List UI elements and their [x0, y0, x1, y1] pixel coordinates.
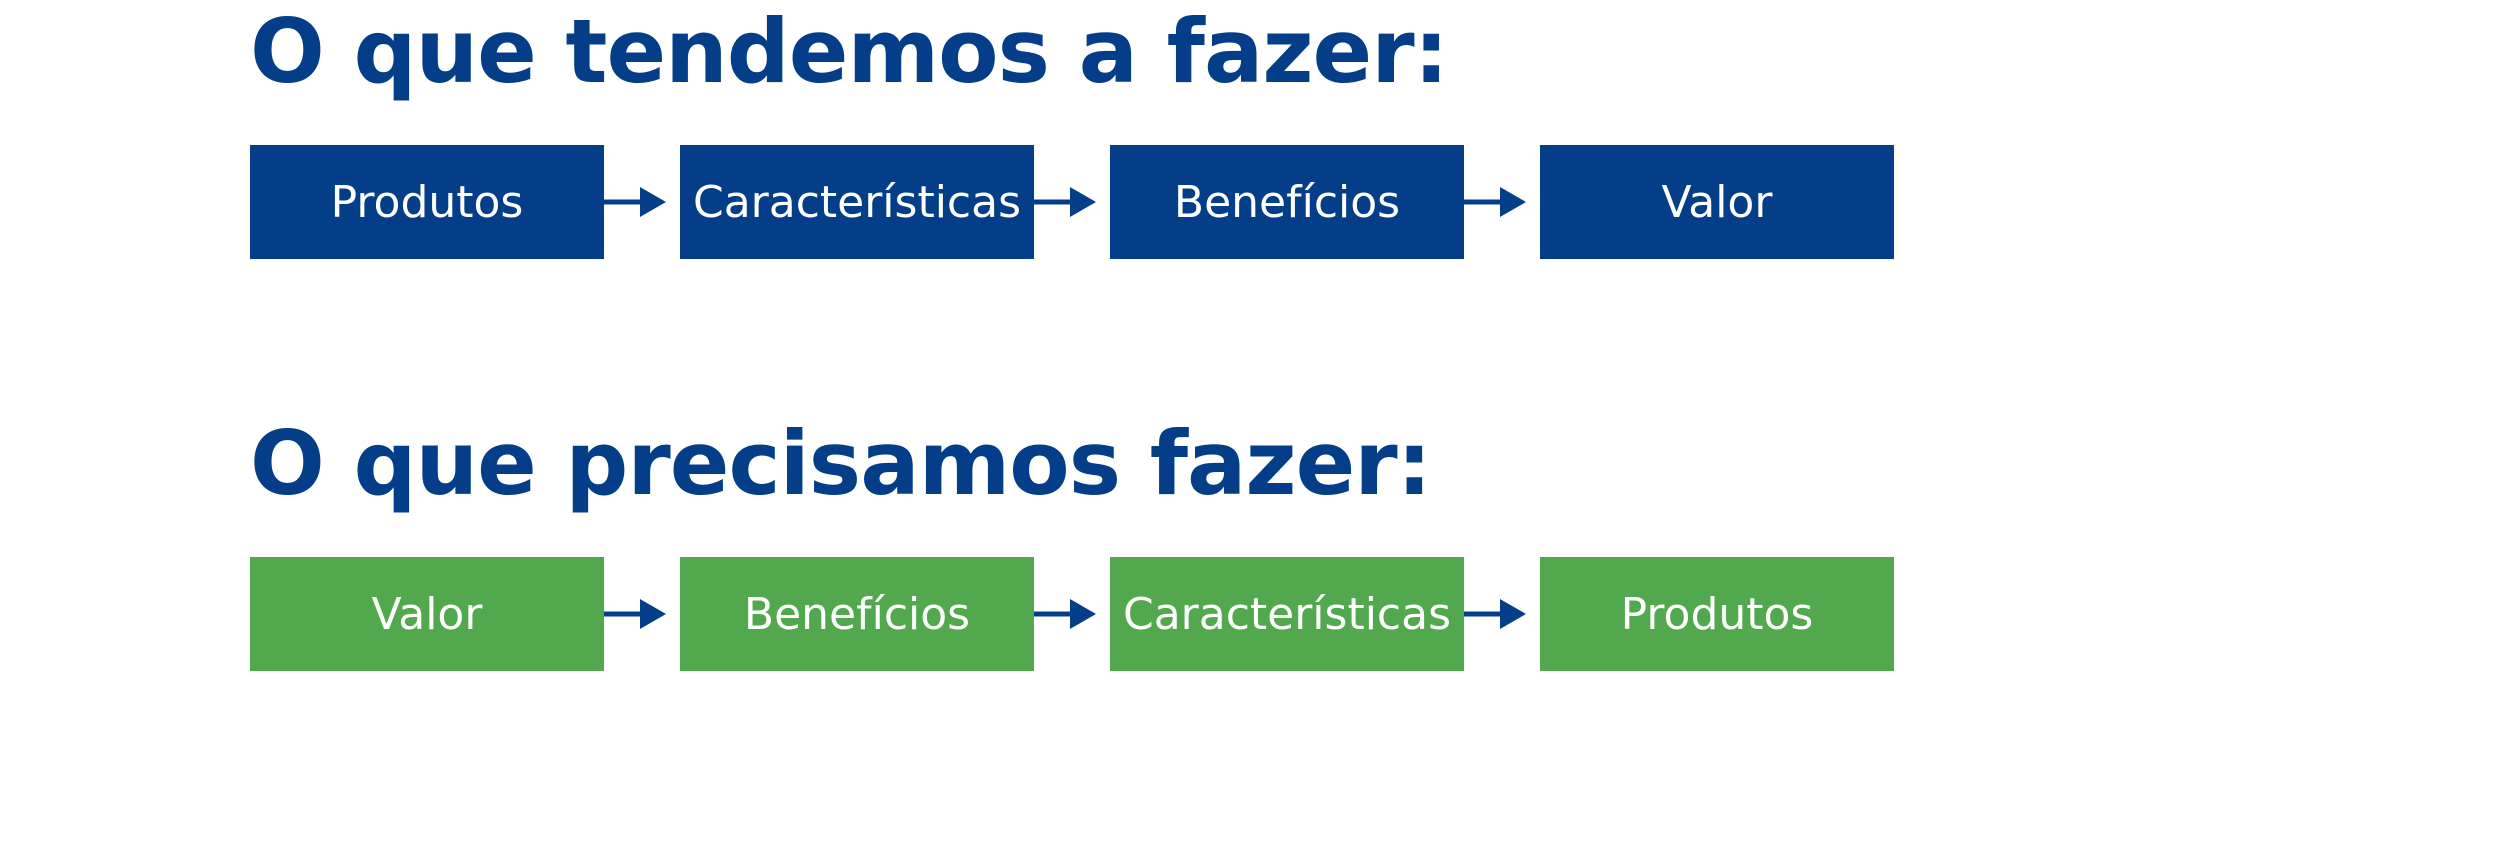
current-step-3: Benefícios	[1110, 145, 1464, 259]
current-step-2: Características	[680, 145, 1034, 259]
arrow-right-icon	[1034, 597, 1096, 631]
current-approach-title: O que tendemos a fazer:	[250, 0, 1448, 103]
desired-step-1: Valor	[250, 557, 604, 671]
arrow-right-icon	[604, 185, 666, 219]
desired-step-4: Produtos	[1540, 557, 1894, 671]
current-approach-flow	[250, 145, 1900, 259]
current-step-4: Valor	[1540, 145, 1894, 259]
arrow-right-icon	[1464, 185, 1526, 219]
current-step-1: Produtos	[250, 145, 604, 259]
arrow-right-icon	[1034, 185, 1096, 219]
arrow-right-icon	[604, 597, 666, 631]
desired-step-2: Benefícios	[680, 557, 1034, 671]
arrow-right-icon	[1464, 597, 1526, 631]
desired-approach-title: O que precisamos fazer:	[250, 412, 1431, 515]
desired-approach-flow	[250, 557, 1900, 671]
desired-step-3: Características	[1110, 557, 1464, 671]
